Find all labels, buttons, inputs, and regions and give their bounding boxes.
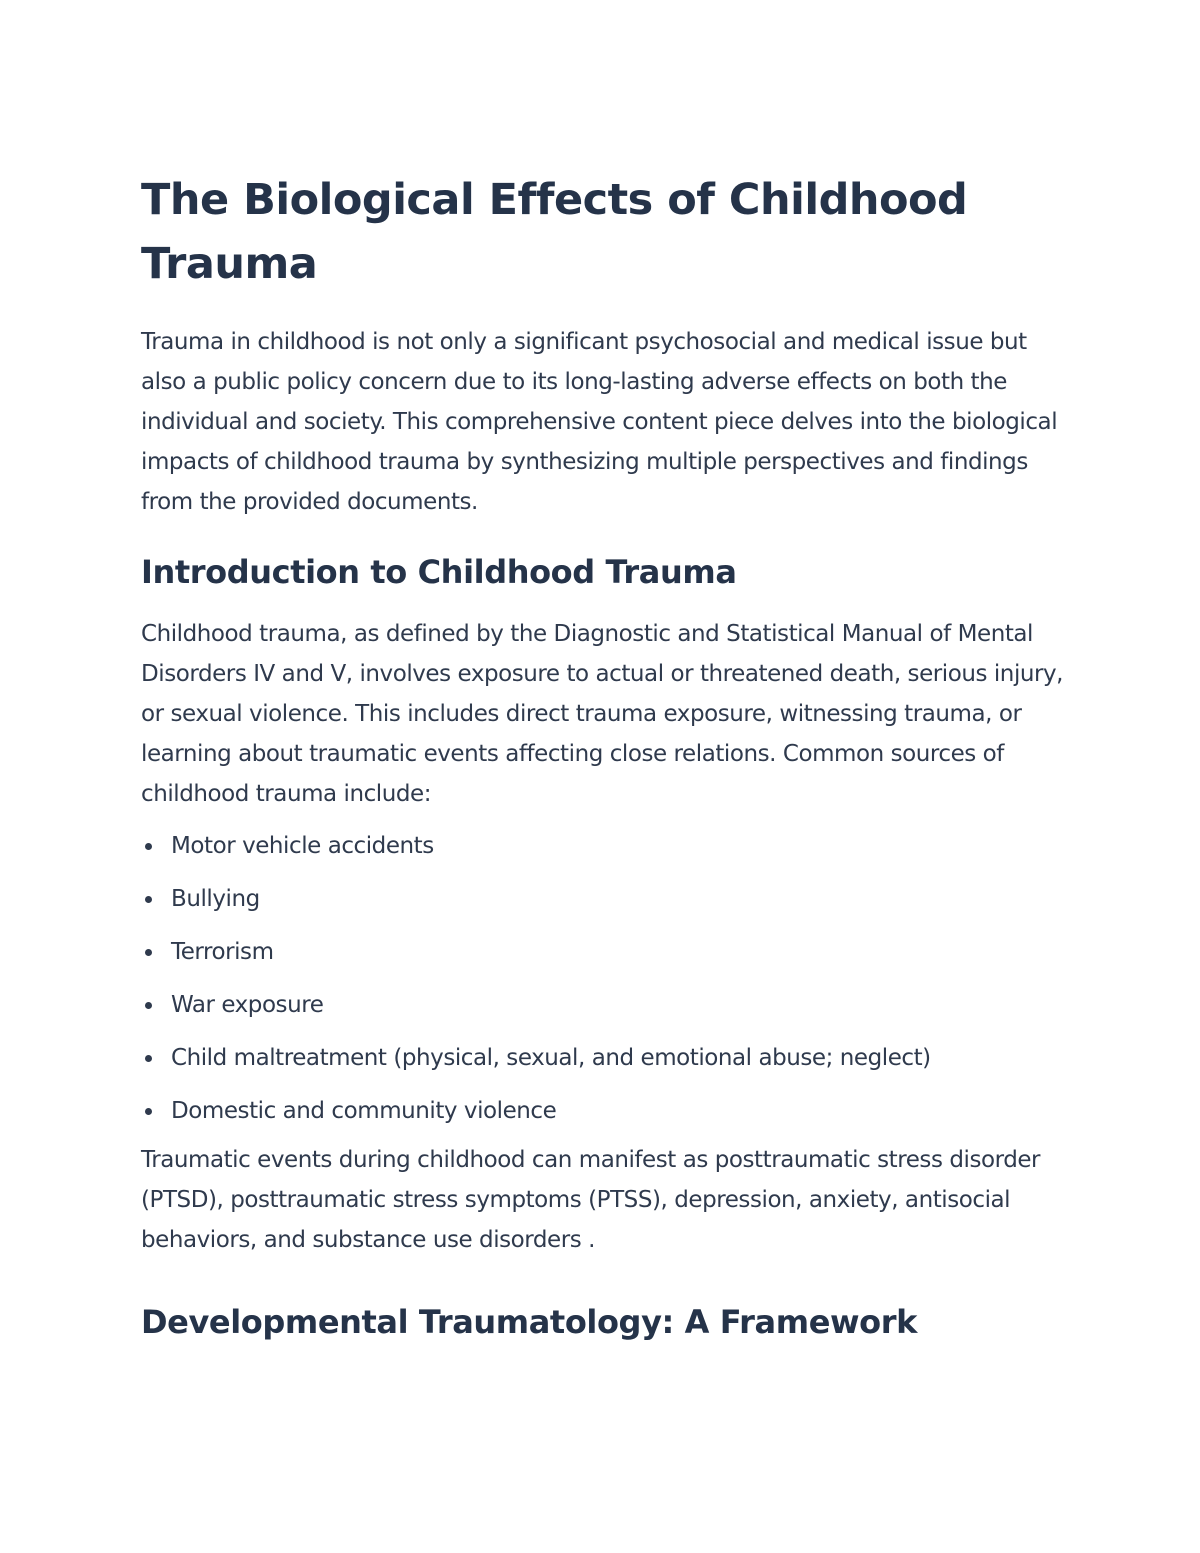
bullet-icon	[145, 1108, 152, 1115]
list-item	[141, 932, 1066, 972]
list-item-text: Motor vehicle accidents	[171, 833, 434, 859]
document-page	[141, 168, 1066, 1344]
bullet-icon	[145, 949, 152, 956]
bullet-icon	[145, 843, 152, 850]
list-item-text: Child maltreatment (physical, sexual, and emotional abuse; neglect)	[171, 1045, 931, 1071]
list-item-text: War exposure	[171, 992, 324, 1018]
section-heading-developmental-traumatology: Developmental Traumatology: A Framework	[141, 1303, 918, 1341]
list-item	[141, 826, 1066, 866]
section-heading-introduction: Introduction to Childhood Trauma	[141, 553, 737, 591]
list-item	[141, 1091, 1066, 1131]
list-item-text: Domestic and community violence	[171, 1098, 557, 1124]
bullet-icon	[145, 1002, 152, 1009]
intro-paragraph: Trauma in childhood is not only a significant psychosocial and medical issue but also a public policy concern due to its long-lasting adverse effects on both the individual and society. This comprehensive content piece delves into the biological impacts of childhood trauma by synthesizing multiple perspectives and findings from the provided documents.	[141, 329, 1058, 515]
document-title: The Biological Effects of Childhood Trauma	[141, 175, 968, 289]
bullet-icon	[145, 1055, 152, 1062]
list-item	[141, 1038, 1066, 1078]
bullet-icon	[145, 896, 152, 903]
definition-paragraph: Childhood trauma, as defined by the Diagnostic and Statistical Manual of Mental Disorders IV and V, involves exposure to actual or threatened death, serious injury, or sexual violence. This includes direct trauma exposure, witnessing trauma, or learning about traumatic events affecting close relations. Common sources of childhood trauma include:	[141, 621, 1064, 807]
list-item	[141, 985, 1066, 1025]
list-item-text: Bullying	[171, 886, 260, 912]
list-item-text: Terrorism	[171, 939, 274, 965]
closing-paragraph: Traumatic events during childhood can manifest as posttraumatic stress disorder (PTSD), posttraumatic stress symptoms (PTSS), depression, anxiety, antisocial behaviors, and substance use disorders .	[141, 1147, 1041, 1253]
list-item	[141, 879, 1066, 919]
trauma-sources-list	[141, 826, 1066, 1131]
